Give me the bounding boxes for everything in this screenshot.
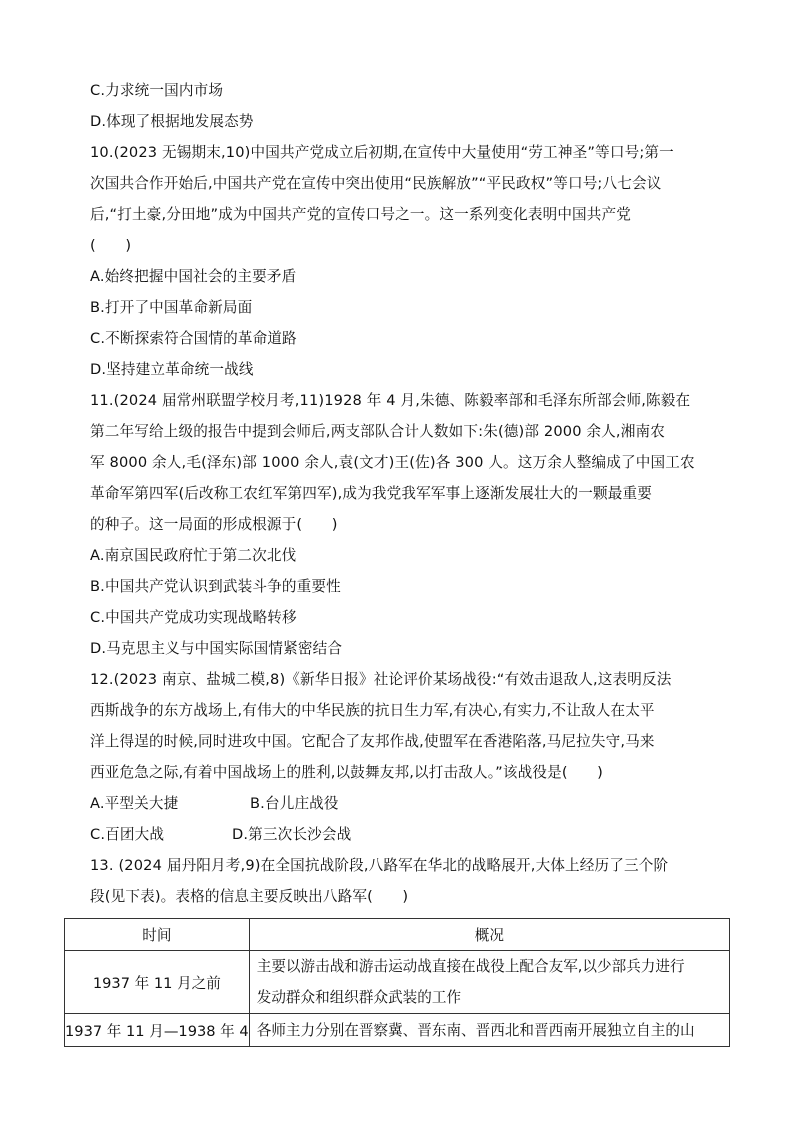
q10-option-b: B.打开了中国革命新局面 — [90, 299, 253, 316]
q13-stem-line-1: 13. (2024 届丹阳月考,9)在全国抗战阶段,八路军在华北的战略展开,大体上经历了三个阶 — [90, 857, 669, 874]
q12-option-d: D.第三次长沙会战 — [232, 826, 352, 843]
q11-option-a: A.南京国民政府忙于第二次北伐 — [90, 547, 297, 564]
table-row — [65, 1014, 730, 1047]
q10-stem-line-1: 10.(2023 无锡期末,10)中国共产党成立后初期,在宣传中大量使用“劳工神圣”等口号;第一 — [90, 144, 674, 161]
q11-stem-line-4: 革命军第四军(后改称工农红军第四军),成为我党我军军事上逐渐发展壮大的一颗最重要 — [90, 485, 652, 502]
q11-stem-line-3: 军 8000 余人,毛(泽东)部 1000 余人,袁(文才)王(佐)各 300 人。这万余人整编成了中国工农 — [90, 454, 695, 471]
table-cell-time: 1937 年 11 月之前 — [65, 951, 250, 1014]
q12-options-row-1 — [90, 794, 339, 814]
q11-stem-line-2: 第二年写给上级的报告中提到会师后,两支部队合计人数如下:朱(德)部 2000 余人,湘南农 — [90, 423, 665, 440]
q10-option-c: C.不断探索符合国情的革命道路 — [90, 330, 297, 347]
q10-stem-line-3: 后,“打土豪,分田地”成为中国共产党的宣传口号之一。这一系列变化表明中国共产党 — [90, 206, 632, 223]
q12-option-b: B.台儿庄战役 — [250, 795, 339, 812]
table-cell-overview-line: 发动群众和组织群众武装的工作 — [256, 989, 462, 1006]
q10-stem-line-2: 次国共合作开始后,中国共产党在宣传中突出使用“民族解放”“平民政权”等口号;八七会议 — [90, 175, 662, 192]
q13-table — [64, 918, 730, 1047]
table-row — [65, 951, 730, 1014]
table-cell-time: 1937 年 11 月—1938 年 4 — [65, 1014, 250, 1047]
table-header-time: 时间 — [65, 919, 250, 951]
q12-option-a: A.平型关大捷 — [90, 795, 179, 812]
q10-option-a: A.始终把握中国社会的主要矛盾 — [90, 268, 297, 285]
q13-stem-line-2: 段(见下表)。表格的信息主要反映出八路军( ) — [90, 888, 409, 905]
q11-option-b: B.中国共产党认识到武装斗争的重要性 — [90, 578, 341, 595]
table-cell-overview — [249, 951, 729, 1014]
q10-option-d: D.坚持建立革命统一战线 — [90, 361, 254, 378]
q12-stem-line-4: 西亚危急之际,有着中国战场上的胜利,以鼓舞友邦,以打击敌人。”该战役是( ) — [90, 764, 604, 781]
q11-stem-line-5: 的种子。这一局面的形成根源于( ) — [90, 516, 338, 533]
q9-option-c: C.力求统一国内市场 — [90, 82, 224, 99]
q12-stem-line-1: 12.(2023 南京、盐城二模,8)《新华日报》社论评价某场战役:“有效击退敌人,这表明反法 — [90, 671, 672, 688]
q12-stem-line-2: 西斯战争的东方战场上,有伟大的中华民族的抗日生力军,有决心,有实力,不让敌人在太平 — [90, 702, 655, 719]
table-header-row — [65, 919, 730, 951]
q11-option-d: D.马克思主义与中国实际国情紧密结合 — [90, 640, 343, 657]
q11-option-c: C.中国共产党成功实现战略转移 — [90, 609, 297, 626]
q12-option-c: C.百团大战 — [90, 826, 165, 843]
table-cell-overview-line: 主要以游击战和游击运动战直接在战役上配合友军,以少部兵力进行 — [256, 958, 685, 975]
q10-stem-line-4: ( ) — [90, 237, 132, 254]
q11-stem-line-1: 11.(2024 届常州联盟学校月考,11)1928 年 4 月,朱德、陈毅率部和毛泽东所部会师,陈毅在 — [90, 392, 691, 409]
q12-stem-line-3: 洋上得逞的时候,同时进攻中国。它配合了友邦作战,使盟军在香港陷落,马尼拉失守,马来 — [90, 733, 655, 750]
q9-option-d: D.体现了根据地发展态势 — [90, 113, 254, 130]
table-cell-overview: 各师主力分别在晋察冀、晋东南、晋西北和晋西南开展独立自主的山 — [249, 1014, 729, 1047]
q12-options-row-2 — [90, 825, 351, 845]
table-header-overview: 概况 — [249, 919, 729, 951]
